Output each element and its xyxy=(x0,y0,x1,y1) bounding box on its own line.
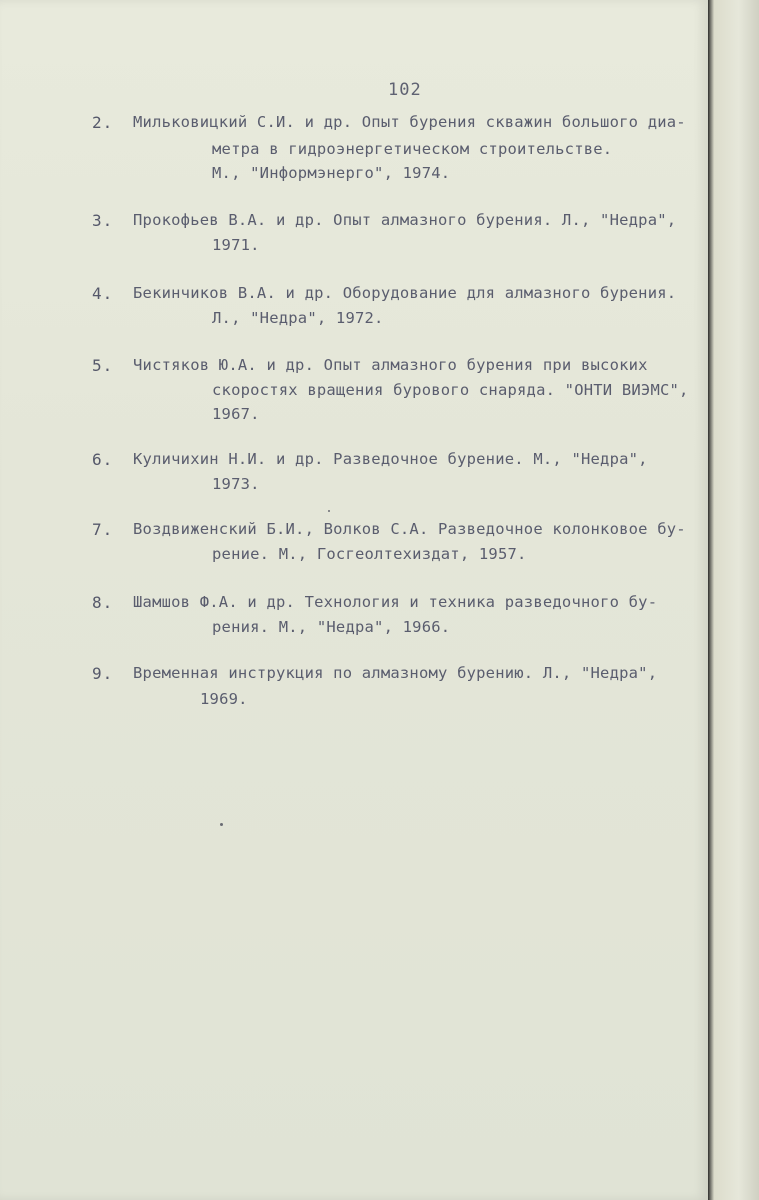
reference-line: скоростях вращения бурового снаряда. "ОНТИ ВИЭМС", xyxy=(212,381,689,399)
reference-line: Прокофьев В.А. и др. Опыт алмазного бурения. Л., "Недра", xyxy=(133,211,677,229)
page-number: 102 xyxy=(388,80,422,100)
reference-number: 3. xyxy=(92,211,114,230)
reference-line: 1971. xyxy=(212,236,260,254)
reference-number: 6. xyxy=(92,450,114,469)
paper-speck xyxy=(328,510,330,512)
reference-line: Шамшов Ф.А. и др. Технология и техника разведочного бу- xyxy=(133,593,658,611)
reference-line: М., "Информэнерго", 1974. xyxy=(212,164,451,182)
reference-line: Бекинчиков В.А. и др. Оборудование для алмазного бурения. xyxy=(133,284,677,302)
reference-line: 1969. xyxy=(200,690,248,708)
reference-number: 4. xyxy=(92,284,114,303)
reference-line: Мильковицкий С.И. и др. Опыт бурения скважин большого диа- xyxy=(133,113,686,131)
reference-number: 9. xyxy=(92,664,114,683)
reference-line: рения. М., "Недра", 1966. xyxy=(212,618,451,636)
reference-line: Временная инструкция по алмазному бурению. Л., "Недра", xyxy=(133,664,658,682)
reference-line: метра в гидроэнергетическом строительстве. xyxy=(212,140,613,158)
reference-line: Чистяков Ю.А. и др. Опыт алмазного бурения при высоких xyxy=(133,356,648,374)
reference-number: 5. xyxy=(92,356,114,375)
reference-number: 8. xyxy=(92,593,114,612)
paper-speck xyxy=(220,823,223,826)
reference-line: 1967. xyxy=(212,405,260,423)
reference-line: Л., "Недра", 1972. xyxy=(212,309,384,327)
reference-line: рение. М., Госгеолтехиздат, 1957. xyxy=(212,545,527,563)
reference-line: 1973. xyxy=(212,475,260,493)
reference-line: Куличихин Н.И. и др. Разведочное бурение. М., "Недра", xyxy=(133,450,648,468)
reference-number: 2. xyxy=(92,113,114,132)
page-edge xyxy=(708,0,759,1200)
reference-line: Воздвиженский Б.И., Волков С.А. Разведочное колонковое бу- xyxy=(133,520,686,538)
reference-number: 7. xyxy=(92,520,114,539)
